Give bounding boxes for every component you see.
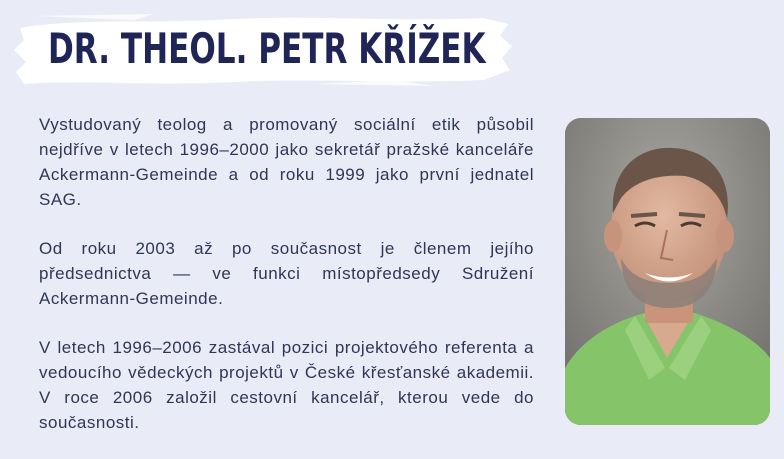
bio-text bbox=[39, 112, 534, 459]
portrait-photo bbox=[565, 118, 770, 425]
bio-paragraph: Vystudovaný teolog a promovaný sociální etik působil nejdříve v letech 1996–2000 jako sekretář pražské kanceláře Ackermann-Gemeinde a od roku 1999 jako první jednatel SAG. bbox=[39, 115, 534, 209]
bio-paragraph: Od roku 2003 až po současnost je členem jejího předsednictva — ve funkci místopředsedy Sdružení Ackermann-Gemeinde. bbox=[39, 239, 534, 308]
bio-paragraph: V letech 1996–2006 zastával pozici projektového referenta a vedoucího vědeckých projektů v České křesťanské akademii. V roce 2006 založil cestovní kancelář, kterou vede do současnosti. bbox=[39, 338, 534, 432]
page-title: DR. THEOL. PETR KŘÍŽEK bbox=[48, 24, 486, 73]
